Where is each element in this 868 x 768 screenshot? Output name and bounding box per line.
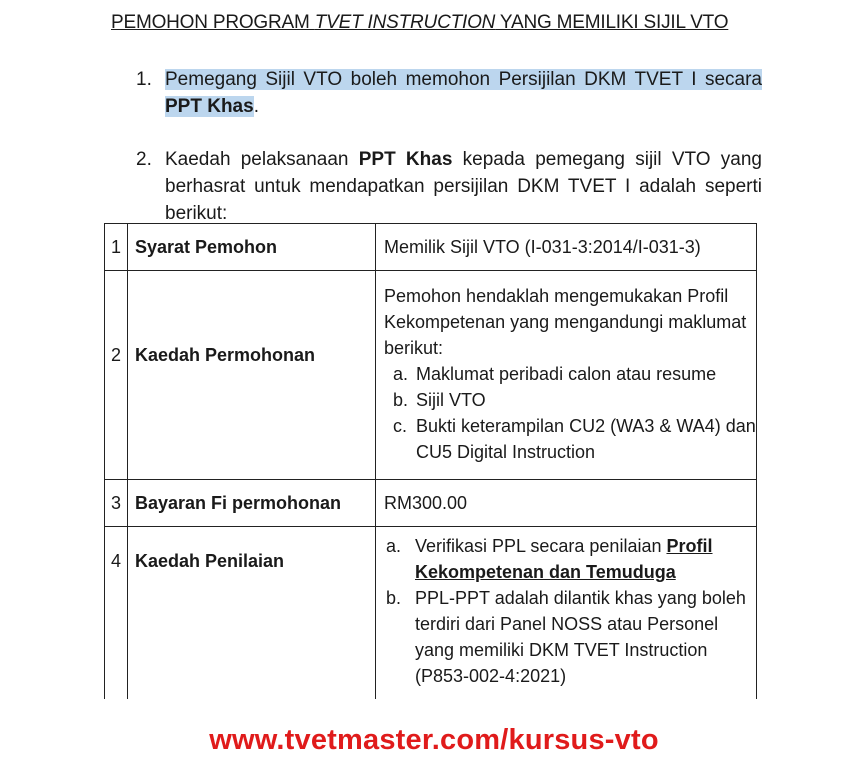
sub-list: [384, 361, 756, 465]
row-number: 4: [105, 527, 128, 700]
row-number: 2: [105, 271, 128, 480]
footer-url: www.tvetmaster.com/kursus-vto: [209, 724, 659, 756]
list-bold-text: PPT Khas: [358, 149, 453, 170]
row-number: 3: [105, 480, 128, 527]
sub-list-item: [384, 533, 756, 585]
sub-marker: c.: [393, 416, 408, 436]
sub-marker: b.: [393, 390, 409, 410]
table-row: [105, 480, 757, 527]
row-key: Kaedah Permohonan: [128, 271, 376, 480]
highlighted-bold-text: PPT Khas: [165, 96, 254, 117]
sub-marker: a.: [386, 536, 402, 556]
sub-list-item: [384, 585, 756, 689]
row-key: Bayaran Fi permohonan: [128, 480, 376, 527]
sub-list-item: [384, 361, 756, 387]
table-row: [105, 527, 757, 700]
list-number: 2.: [136, 149, 152, 170]
document-heading: [111, 12, 728, 34]
heading-text-3: YANG MEMILIKI SIJIL VTO: [495, 12, 729, 33]
sub-text: Bukti keterampilan CU2 (WA3 & WA4) dan CU5 Digital Instruction: [416, 416, 756, 462]
sub-text: Sijil VTO: [416, 390, 486, 410]
row-key: Kaedah Penilaian: [128, 527, 376, 700]
row-value: [376, 527, 757, 700]
row-value: [376, 271, 757, 480]
row-value: RM300.00: [376, 480, 757, 527]
list-text-a: Kaedah pelaksanaan: [165, 149, 359, 170]
list-text: [165, 146, 762, 227]
row-number: 1: [105, 224, 128, 271]
heading-text-1: PEMOHON PROGRAM: [111, 12, 315, 33]
list-number: 1.: [136, 69, 152, 90]
sub-text: Verifikasi PPL secara penilaian: [415, 536, 667, 556]
sub-list-item: [384, 413, 756, 465]
sub-list-item: [384, 387, 756, 413]
sub-list: [384, 533, 756, 689]
row-value: Memilik Sijil VTO (I-031-3:2014/I-031-3): [376, 224, 757, 271]
table-row: [105, 224, 757, 271]
sub-text: PPL-PPT adalah dilantik khas yang boleh terdiri dari Panel NOSS atau Personel yang memiliki DKM TVET Instruction (P853-002-4:2021): [415, 588, 746, 686]
table-row: [105, 271, 757, 480]
requirements-table: [104, 223, 757, 699]
list-text: [165, 66, 762, 120]
list-item-2: [136, 146, 762, 227]
row-value-intro: Pemohon hendaklah mengemukakan Profil Kekompetenan yang mengandungi maklumat berikut:: [384, 286, 747, 358]
highlighted-text: Pemegang Sijil VTO boleh memohon Persijilan DKM TVET I secara: [165, 69, 762, 90]
sub-marker: a.: [393, 364, 409, 384]
sub-marker: b.: [386, 588, 402, 608]
heading-text-italic: TVET INSTRUCTION: [314, 12, 496, 33]
list-text-end: .: [253, 96, 259, 117]
underlined-bold-text: Profil Kekompetenan dan Temuduga: [415, 536, 713, 582]
row-key: Syarat Pemohon: [128, 224, 376, 271]
list-item-1: [136, 66, 762, 120]
list-text-b: kepada pemegang sijil VTO yang berhasrat untuk mendapatkan persijilan DKM TVET I adalah seperti berikut:: [165, 149, 762, 224]
sub-text: Maklumat peribadi calon atau resume: [416, 364, 717, 384]
